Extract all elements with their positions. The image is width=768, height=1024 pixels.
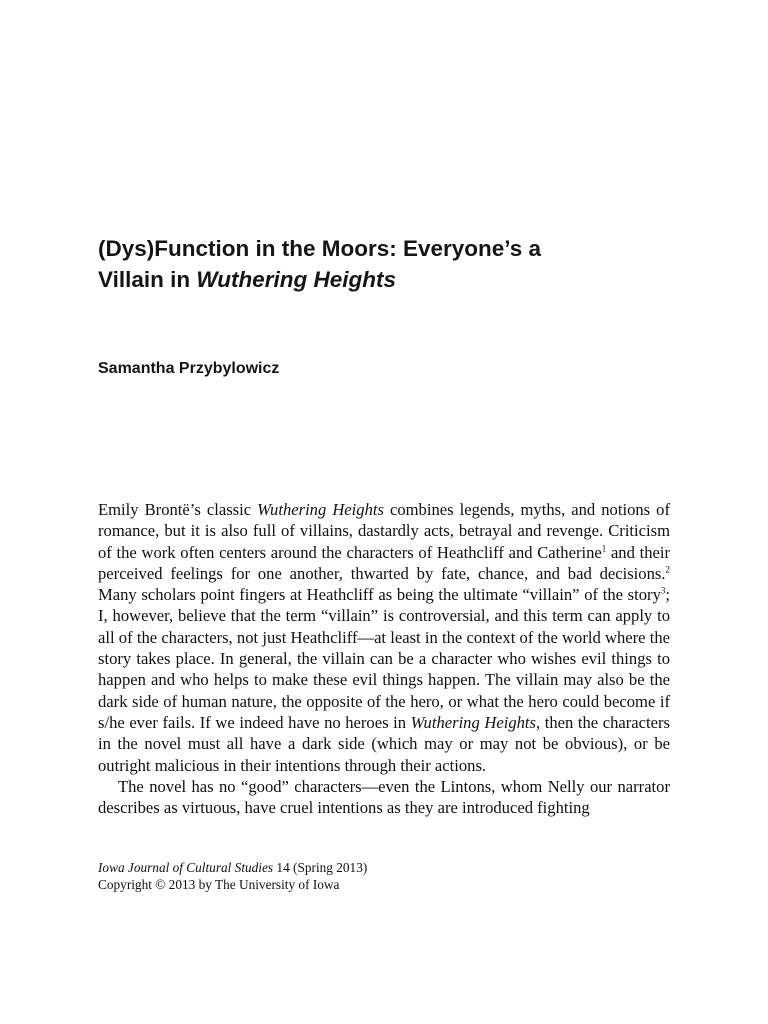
p1-book-title-2: Wuthering Heights [410, 712, 536, 732]
paragraph-2: The novel has no “good” characters—even the Lintons, whom Nelly our narrator describes as virtuous, have cruel intentions as they are introduced fighting [98, 776, 670, 818]
journal-issue: 14 (Spring 2013) [273, 860, 368, 875]
journal-name: Iowa Journal of Cultural Studies [98, 860, 274, 875]
copyright-line: Copyright © 2013 by The University of Iowa [98, 877, 340, 892]
footnote-ref-3: 3 [660, 585, 666, 596]
p1-seg-5: Many scholars point fingers at Heathcliff as being the ultimate “villain” of the story [98, 585, 661, 605]
article-title [98, 233, 698, 295]
title-line-2-prefix: Villain in [98, 267, 197, 292]
p1-seg-1: Emily Brontë’s classic [98, 500, 258, 519]
footnote-ref-2: 2 [665, 564, 670, 575]
author-name: Samantha Przybylowicz [98, 360, 280, 377]
p1-seg-8: , then the characters in the novel must all have a dark side (which may or may not be obvious), or be outright malicious in their intentions through their actions. [98, 712, 670, 775]
footnote-ref-1: 1 [601, 543, 607, 554]
p1-seg-4: and their perceived feelings for one another, thwarted by fate, chance, and bad decisions. [98, 542, 671, 583]
p1-book-title-1: Wuthering Heights [257, 500, 384, 519]
article-body [98, 499, 670, 818]
p1-seg-3: combines legends, myths, and notions of romance, but it is also full of villains, dastardly acts, betrayal and revenge. Criticism of the work often centers around the characters of Heathcliff and Catherine [98, 500, 670, 562]
title-line-1: (Dys)Function in the Moors: Everyone’s a [98, 236, 541, 261]
p1-seg-6: ; I, however, believe that the term “villain” is controversial, and this term can apply to all of the characters, not just Heathcliff—at least in the context of the world where the story takes place. In general, the villain can be a character who wishes evil things to happen and who helps to make these evil things happen. The villain may also be the dark side of human nature, the opposite of the hero, or what the hero could become if s/he ever fails. If we indeed have no heroes in [98, 585, 670, 732]
page-footer [98, 859, 367, 893]
journal-citation [98, 859, 367, 876]
title-line-2-italic: Wuthering Heights [196, 267, 396, 292]
paragraph-1 [98, 499, 670, 776]
